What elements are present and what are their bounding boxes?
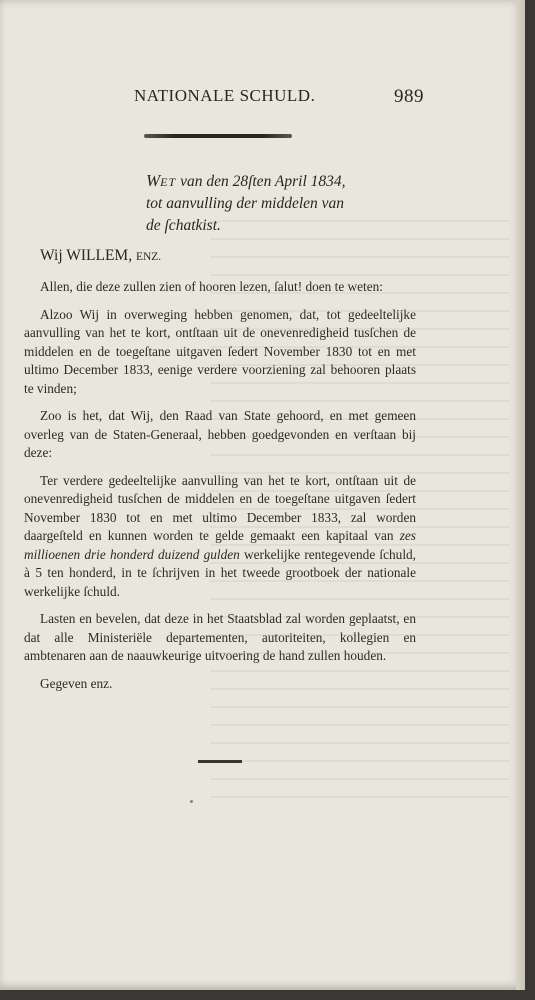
- paragraph-enactment: Zoo is het, dat Wij, den Raad van State gehoord, en met gemeen overleg van de Staten-Generaal, hebben goedgevonden en verſtaan bij deze:: [24, 408, 416, 460]
- running-title: NATIONALE SCHULD.: [134, 86, 316, 105]
- law-body: [24, 278, 416, 702]
- article-text-start: Ter verdere gedeeltelijke aanvulling van het te kort, ontſtaan uit de onevenredigheid tusſchen de middelen en de toegeſtane uitgaven ſedert November 1830 tot en met ultimo December 1833, zal worden daargeſteld en kunnen worden te gelde gemaakt een kapitaal van: [24, 472, 416, 543]
- salutation-main: Wij WILLEM,: [40, 247, 136, 264]
- paragraph-article: [24, 472, 416, 602]
- law-title-line-3: de ſchatkist.: [146, 217, 221, 234]
- page-number: 989: [394, 86, 424, 107]
- salutation-enz: ENZ.: [135, 251, 162, 263]
- paragraph-publication: Lasten en bevelen, dat deze in het Staatsblad zal worden geplaatst, en dat alle Ministeriële departementen, autoriteiten, kollegien en ambtenaren aan de naauwkeurige uitvoering de hand zullen houden.: [24, 611, 416, 663]
- paragraph-considerations: Alzoo Wij in overweging hebben genomen, dat, tot gedeeltelijke aanvulling van het te kort, ontſtaan uit de onevenredigheid tusſchen de middelen en de toegeſtane uitgaven ſedert November 1830 tot en met ultimo December 1833, eenige verdere voorziening zal behooren plaats te vinden;: [24, 306, 416, 396]
- decorative-rule-top: [144, 134, 292, 138]
- article-text-end: werkelijke rentegevende ſchuld, à 5 ten honderd, in te ſchrijven in het tweede grootboek der nationale werkelijke ſchuld.: [24, 546, 416, 599]
- decorative-rule-bottom: [198, 760, 242, 763]
- page-edge: [516, 0, 525, 990]
- salutation: [40, 247, 161, 265]
- article-amount: zes millioenen drie honderd duizend gulden: [24, 528, 416, 562]
- ink-speck: [190, 800, 193, 803]
- law-title-initial: W: [146, 171, 161, 190]
- law-title-line-1: van den 28ſten April 1834,: [176, 173, 346, 190]
- paragraph-signoff: Gegeven enz.: [40, 675, 113, 691]
- law-title-line-2: tot aanvulling der middelen van: [146, 195, 345, 212]
- paragraph-greeting: Allen, die deze zullen zien of hooren lezen, ſalut! doen te weten:: [40, 279, 383, 294]
- law-title-initial-rest: ET: [160, 175, 177, 189]
- running-head: [134, 86, 424, 110]
- law-title: [146, 170, 418, 237]
